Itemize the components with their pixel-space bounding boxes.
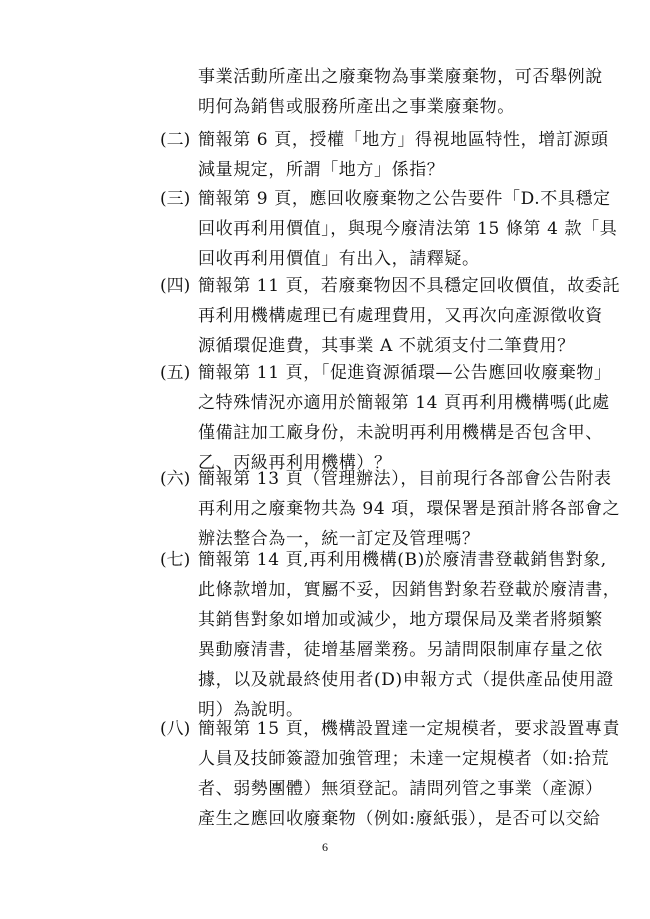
text-line: 簡報第 13 頁（管理辦法），目前現行各部會公告附表: [198, 469, 612, 489]
item-number: (三): [160, 189, 191, 209]
item-text: [198, 464, 621, 554]
text-line: 簡報第 11 頁，若廢棄物因不具穩定回收價值，故委託: [198, 276, 621, 296]
text-line: 產生之應回收廢棄物（例如:廢紙張），是否可以交給: [198, 809, 601, 829]
text-line: 再利用之廢棄物共為 94 項，環保署是預計將各部會之: [198, 499, 621, 519]
text-line: 辦法整合為一，統一訂定及管理嗎？: [198, 529, 480, 549]
intro-paragraph: [198, 62, 603, 122]
item-number: (八): [160, 719, 191, 739]
text-line: 回收再利用價值」有出入，請釋疑。: [198, 249, 480, 269]
item-text: [198, 358, 612, 478]
page-number: 6: [322, 840, 328, 854]
item-number: (四): [160, 276, 191, 296]
text-line: 簡報第 9 頁，應回收廢棄物之公告要件「D.不具穩定: [198, 189, 611, 209]
item-number: (七): [160, 550, 191, 570]
item-number: (二): [160, 130, 191, 150]
text-line: 再利用機構處理已有處理費用，又再次向產源徵收資: [198, 306, 603, 326]
text-line: 據，以及就最終使用者(D)申報方式（提供產品使用證: [198, 670, 614, 690]
item-text: [198, 184, 618, 274]
text-line: 此條款增加，實屬不妥，因銷售對象若登載於廢清書，: [198, 580, 621, 600]
item-number: (五): [160, 363, 191, 383]
text-line: 異動廢清書，徒增基層業務。另請問限制庫存量之依: [198, 640, 603, 660]
text-line: 者、弱勢團體）無須登記。請問列管之事業（產源）: [198, 779, 603, 799]
text-line: 人員及技師簽證加強管理；未達一定規模者（如:拾荒: [198, 749, 610, 769]
text-line: 簡報第 15 頁，機構設置達一定規模者，要求設置專責: [198, 719, 621, 739]
text-line: 簡報第 11 頁，「促進資源循環—公告應回收廢棄物」: [198, 363, 612, 383]
text-line: 源循環促進費，其事業 A 不就須支付二筆費用？: [198, 336, 575, 356]
item-text: [198, 271, 621, 361]
item-text: [198, 125, 609, 185]
text-line: 簡報第 14 頁,再利用機構(B)於廢清書登載銷售對象,: [198, 550, 607, 570]
text-line: 僅備註加工廠身份，未說明再利用機構是否包含甲、: [198, 423, 603, 443]
text-line: 減量規定，所謂「地方」係指？: [198, 160, 445, 180]
item-number: (六): [160, 469, 191, 489]
text-line: 回收再利用價值」，與現今廢清法第 15 條第 4 款「具: [198, 219, 618, 239]
text-line: 簡報第 6 頁，授權「地方」得視地區特性，增訂源頭: [198, 130, 609, 150]
text-line: 明）為說明。: [198, 700, 304, 720]
item-text: [198, 714, 621, 834]
text-line: 其銷售對象如增加或減少，地方環保局及業者將頻繁: [198, 610, 603, 630]
text-line: 明何為銷售或服務所產出之事業廢棄物。: [198, 97, 515, 117]
text-line: 之特殊情況亦適用於簡報第 14 頁再利用機構嗎(此處: [198, 393, 610, 413]
item-text: [198, 545, 621, 725]
text-line: 事業活動所產出之廢棄物為事業廢棄物，可否舉例說: [198, 67, 603, 87]
text-line: 乙、丙級再利用機構）？: [198, 453, 392, 473]
